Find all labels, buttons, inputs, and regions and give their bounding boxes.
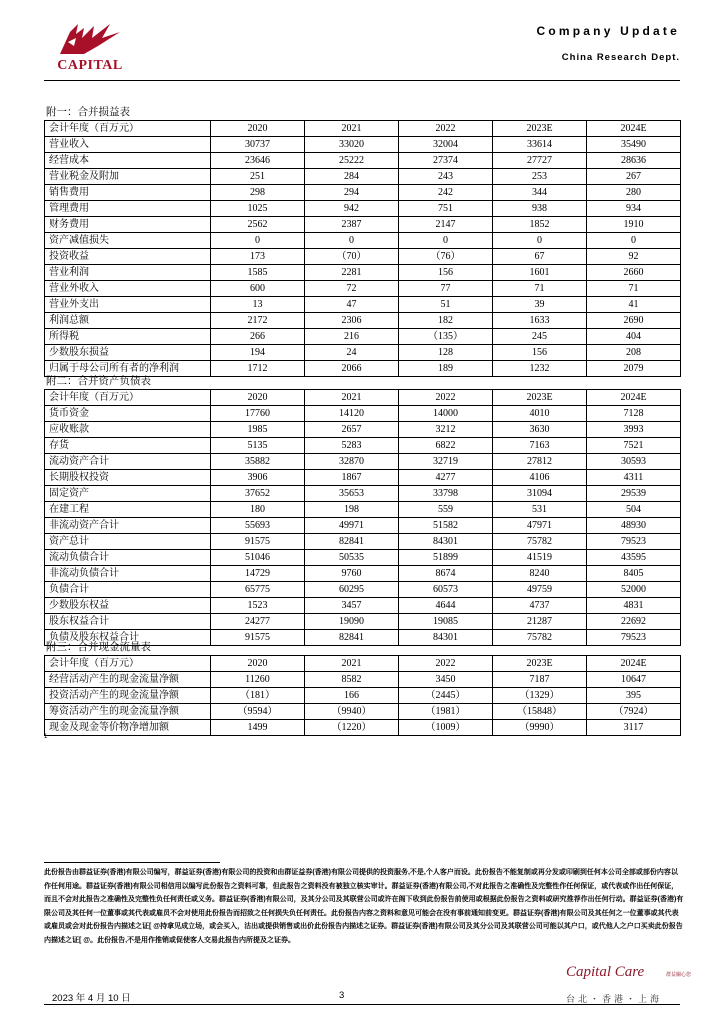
table-row — [45, 329, 681, 345]
row-label-cell: 少数股东损益 — [45, 345, 211, 361]
income-statement-section — [44, 106, 680, 377]
value-cell: 0 — [493, 233, 587, 249]
value-cell: 47 — [305, 297, 399, 313]
value-cell: 942 — [305, 201, 399, 217]
value-cell: 166 — [305, 688, 399, 704]
row-label-cell: 营业利润 — [45, 265, 211, 281]
footnote-marker: 1 — [44, 734, 48, 740]
department-label: China Research Dept. — [561, 52, 680, 63]
row-label-cell: 资产总计 — [45, 534, 211, 550]
value-cell: 39 — [493, 297, 587, 313]
value-cell: 32719 — [399, 454, 493, 470]
table-row — [45, 672, 681, 688]
value-cell: 5283 — [305, 438, 399, 454]
value-cell: 245 — [493, 329, 587, 345]
value-cell: 4106 — [493, 470, 587, 486]
report-type-title: Company Update — [536, 24, 680, 38]
value-cell: 82841 — [305, 534, 399, 550]
header-label-cell: 会计年度（百万元） — [45, 121, 211, 137]
value-cell: 934 — [587, 201, 681, 217]
value-cell: 1499 — [211, 720, 305, 736]
value-cell: 3993 — [587, 422, 681, 438]
row-label-cell: 营业外支出 — [45, 297, 211, 313]
value-cell: 251 — [211, 169, 305, 185]
row-label-cell: 营业外收入 — [45, 281, 211, 297]
value-cell: 0 — [399, 233, 493, 249]
value-cell: 2079 — [587, 361, 681, 377]
value-cell: 9760 — [305, 566, 399, 582]
value-cell: 35882 — [211, 454, 305, 470]
value-cell: 194 — [211, 345, 305, 361]
row-label-cell: 流动资产合计 — [45, 454, 211, 470]
income-statement-table — [44, 120, 681, 377]
value-cell: 208 — [587, 345, 681, 361]
value-cell: 14729 — [211, 566, 305, 582]
report-date: 2023 年 4 月 10 日 — [52, 993, 131, 1004]
value-cell: 79523 — [587, 630, 681, 646]
value-cell: 33614 — [493, 137, 587, 153]
value-cell: 0 — [305, 233, 399, 249]
logo-text: CAPITAL — [57, 58, 123, 73]
value-cell: 51899 — [399, 550, 493, 566]
value-cell: 7187 — [493, 672, 587, 688]
value-cell: （7924） — [587, 704, 681, 720]
capital-care-name: Capital Care — [566, 964, 645, 980]
row-label-cell: 股东权益合计 — [45, 614, 211, 630]
value-cell: （135） — [399, 329, 493, 345]
value-cell: 404 — [587, 329, 681, 345]
value-cell: 14120 — [305, 406, 399, 422]
row-label-cell: 存货 — [45, 438, 211, 454]
table-row — [45, 582, 681, 598]
value-cell: 79523 — [587, 534, 681, 550]
year-header-cell: 2022 — [399, 390, 493, 406]
value-cell: 17760 — [211, 406, 305, 422]
value-cell: 75782 — [493, 630, 587, 646]
table-row — [45, 438, 681, 454]
table-row — [45, 704, 681, 720]
capital-logo — [44, 20, 136, 76]
value-cell: 41519 — [493, 550, 587, 566]
value-cell: 65775 — [211, 582, 305, 598]
year-header-cell: 2020 — [211, 656, 305, 672]
value-cell: 344 — [493, 185, 587, 201]
row-label-cell: 负债及股东权益合计 — [45, 630, 211, 646]
year-header-cell: 2023E — [493, 390, 587, 406]
value-cell: 1633 — [493, 313, 587, 329]
row-label-cell: 非流动负债合计 — [45, 566, 211, 582]
income-statement-title: 附一：合并损益表 — [46, 107, 130, 118]
row-label-cell: 固定资产 — [45, 486, 211, 502]
disclaimer-text: 此份报告由群益证券(香港)有限公司编写，群益证券(香港)有限公司的投资和由群证益券(香港)有限公司提供的投资服务,不是,个人客户而设。此份报告不能复制或再分发或印刷到任何本公司全部或部份内容以作任何用途。群益证券(香港)有限公司相信用以编写此份报告之资料可靠，但此报告之资料没有被独立核实审计。群益证券(香港)有限公司,不对此报告之准确性及完整性作任何保证，或代表或作出任何保证，而且不会对此报告之准确性及完整性负任何责任或义务。群益证券(香港)有限公司，及其分公司及其联营公司或许在阁下收到此份报告前使用或根据此份报告之资料或研究推荐作出任何行动。群益证券(香港)有限公司及其任何一位董事或其代表或雇员不会对使用此份报告而招致之任何损失负任何责任。此份报告内容之资料和意见可能会在没有事前通知前变更。群益证券(香港)有限公司及其任何之一位董事或其代表或雇员或会对此份报告内描述之证[ @持拿见成立场，或会买入，沽出或提供销售或出价此份报告内描述之证券。群益证券(香港)有限公司及其分公司及其联营公司可能以其户口，或代他人之户口买卖此份报告内描述之证[ @。此份报告,不是用作推销或促使客人交易此报告内所提及之证券。 — [44, 869, 684, 944]
row-label-cell: 应收账款 — [45, 422, 211, 438]
year-header-cell: 2023E — [493, 121, 587, 137]
header-label-cell: 会计年度（百万元） — [45, 656, 211, 672]
value-cell: 13 — [211, 297, 305, 313]
value-cell: 243 — [399, 169, 493, 185]
value-cell: 4311 — [587, 470, 681, 486]
row-label-cell: 投资活动产生的现金流量净额 — [45, 688, 211, 704]
value-cell: 2387 — [305, 217, 399, 233]
value-cell: 5135 — [211, 438, 305, 454]
value-cell: 180 — [211, 502, 305, 518]
row-label-cell: 现金及现金等价物净增加额 — [45, 720, 211, 736]
value-cell: 280 — [587, 185, 681, 201]
value-cell: 84301 — [399, 534, 493, 550]
row-label-cell: 筹资活动产生的现金流量净额 — [45, 704, 211, 720]
value-cell: 173 — [211, 249, 305, 265]
table-row — [45, 313, 681, 329]
value-cell: 4831 — [587, 598, 681, 614]
value-cell: 51582 — [399, 518, 493, 534]
office-cities: 台北・香港・上海 — [566, 994, 663, 1004]
value-cell: 11260 — [211, 672, 305, 688]
value-cell: 55693 — [211, 518, 305, 534]
value-cell: 47971 — [493, 518, 587, 534]
value-cell: 71 — [587, 281, 681, 297]
value-cell: 14000 — [399, 406, 493, 422]
value-cell: 2172 — [211, 313, 305, 329]
value-cell: 33020 — [305, 137, 399, 153]
table-row — [45, 233, 681, 249]
row-label-cell: 负债合计 — [45, 582, 211, 598]
value-cell: 48930 — [587, 518, 681, 534]
table-row — [45, 720, 681, 736]
table-header-row — [45, 121, 681, 137]
value-cell: 27374 — [399, 153, 493, 169]
table-row — [45, 265, 681, 281]
value-cell: 8405 — [587, 566, 681, 582]
value-cell: （70） — [305, 249, 399, 265]
value-cell: 4010 — [493, 406, 587, 422]
value-cell: 82841 — [305, 630, 399, 646]
table-header-row — [45, 656, 681, 672]
value-cell: （1981） — [399, 704, 493, 720]
value-cell: 60573 — [399, 582, 493, 598]
value-cell: 31094 — [493, 486, 587, 502]
value-cell: 6822 — [399, 438, 493, 454]
value-cell: （9940） — [305, 704, 399, 720]
balance-sheet-table — [44, 389, 681, 646]
balance-sheet-section — [44, 375, 680, 646]
value-cell: 2066 — [305, 361, 399, 377]
value-cell: 3450 — [399, 672, 493, 688]
table-row — [45, 281, 681, 297]
cashflow-section — [44, 641, 680, 736]
value-cell: 4737 — [493, 598, 587, 614]
value-cell: 24 — [305, 345, 399, 361]
value-cell: 72 — [305, 281, 399, 297]
row-label-cell: 投资收益 — [45, 249, 211, 265]
value-cell: 1867 — [305, 470, 399, 486]
row-label-cell: 管理费用 — [45, 201, 211, 217]
value-cell: 10647 — [587, 672, 681, 688]
value-cell: 242 — [399, 185, 493, 201]
table-row — [45, 345, 681, 361]
year-header-cell: 2020 — [211, 121, 305, 137]
value-cell: 0 — [211, 233, 305, 249]
value-cell: 189 — [399, 361, 493, 377]
value-cell: 3906 — [211, 470, 305, 486]
value-cell: 35653 — [305, 486, 399, 502]
row-label-cell: 归属于母公司所有者的净利润 — [45, 361, 211, 377]
value-cell: 51046 — [211, 550, 305, 566]
value-cell: 1585 — [211, 265, 305, 281]
value-cell: 3117 — [587, 720, 681, 736]
table-row — [45, 534, 681, 550]
row-label-cell: 资产减值损失 — [45, 233, 211, 249]
value-cell: 28636 — [587, 153, 681, 169]
cashflow-table — [44, 655, 681, 736]
row-label-cell: 经营活动产生的现金流量净额 — [45, 672, 211, 688]
year-header-cell: 2023E — [493, 656, 587, 672]
footer-divider — [44, 1004, 680, 1005]
value-cell: 37652 — [211, 486, 305, 502]
value-cell: 395 — [587, 688, 681, 704]
table-row — [45, 470, 681, 486]
value-cell: 8582 — [305, 672, 399, 688]
value-cell: （76） — [399, 249, 493, 265]
value-cell: 71 — [493, 281, 587, 297]
value-cell: 49759 — [493, 582, 587, 598]
year-header-cell: 2021 — [305, 656, 399, 672]
table-row — [45, 598, 681, 614]
value-cell: 7163 — [493, 438, 587, 454]
year-header-cell: 2022 — [399, 656, 493, 672]
value-cell: 33798 — [399, 486, 493, 502]
value-cell: 4277 — [399, 470, 493, 486]
value-cell: 156 — [493, 345, 587, 361]
year-header-cell: 2024E — [587, 121, 681, 137]
row-label-cell: 营业税金及附加 — [45, 169, 211, 185]
value-cell: （1009） — [399, 720, 493, 736]
value-cell: 51 — [399, 297, 493, 313]
value-cell: 1601 — [493, 265, 587, 281]
value-cell: 2281 — [305, 265, 399, 281]
table-row — [45, 137, 681, 153]
table-row — [45, 185, 681, 201]
value-cell: 50535 — [305, 550, 399, 566]
value-cell: （9990） — [493, 720, 587, 736]
value-cell: （2445） — [399, 688, 493, 704]
value-cell: 3212 — [399, 422, 493, 438]
value-cell: 2690 — [587, 313, 681, 329]
row-label-cell: 流动负债合计 — [45, 550, 211, 566]
value-cell: 751 — [399, 201, 493, 217]
value-cell: 1852 — [493, 217, 587, 233]
value-cell: 1712 — [211, 361, 305, 377]
row-label-cell: 财务费用 — [45, 217, 211, 233]
value-cell: 128 — [399, 345, 493, 361]
value-cell: 2660 — [587, 265, 681, 281]
year-header-cell: 2024E — [587, 656, 681, 672]
value-cell: 19090 — [305, 614, 399, 630]
table-row — [45, 566, 681, 582]
value-cell: 22692 — [587, 614, 681, 630]
value-cell: 1025 — [211, 201, 305, 217]
value-cell: （9594） — [211, 704, 305, 720]
table-row — [45, 454, 681, 470]
value-cell: 294 — [305, 185, 399, 201]
value-cell: 7128 — [587, 406, 681, 422]
value-cell: 67 — [493, 249, 587, 265]
table-row — [45, 614, 681, 630]
value-cell: 35490 — [587, 137, 681, 153]
value-cell: 1523 — [211, 598, 305, 614]
row-label-cell: 经营成本 — [45, 153, 211, 169]
value-cell: 284 — [305, 169, 399, 185]
value-cell: 559 — [399, 502, 493, 518]
value-cell: 2562 — [211, 217, 305, 233]
footnote-divider — [44, 862, 220, 863]
row-label-cell: 货币资金 — [45, 406, 211, 422]
value-cell: 198 — [305, 502, 399, 518]
table-row — [45, 406, 681, 422]
value-cell: （1220） — [305, 720, 399, 736]
value-cell: 23646 — [211, 153, 305, 169]
table-row — [45, 688, 681, 704]
table-row — [45, 201, 681, 217]
year-header-cell: 2020 — [211, 390, 305, 406]
value-cell: 156 — [399, 265, 493, 281]
value-cell: 4644 — [399, 598, 493, 614]
value-cell: 0 — [587, 233, 681, 249]
value-cell: 24277 — [211, 614, 305, 630]
header-label-cell: 会计年度（百万元） — [45, 390, 211, 406]
value-cell: 1985 — [211, 422, 305, 438]
value-cell: 25222 — [305, 153, 399, 169]
table-row — [45, 486, 681, 502]
value-cell: 91575 — [211, 534, 305, 550]
value-cell: 7521 — [587, 438, 681, 454]
row-label-cell: 少数股东权益 — [45, 598, 211, 614]
value-cell: 92 — [587, 249, 681, 265]
value-cell: 1910 — [587, 217, 681, 233]
row-label-cell: 营业收入 — [45, 137, 211, 153]
cashflow-title: 附三：合并现金流量表 — [46, 642, 151, 653]
row-label-cell: 销售费用 — [45, 185, 211, 201]
value-cell: 298 — [211, 185, 305, 201]
capital-logo-icon — [54, 20, 126, 56]
value-cell: 32870 — [305, 454, 399, 470]
value-cell: 2147 — [399, 217, 493, 233]
value-cell: 75782 — [493, 534, 587, 550]
value-cell: 30593 — [587, 454, 681, 470]
value-cell: 77 — [399, 281, 493, 297]
value-cell: 27812 — [493, 454, 587, 470]
value-cell: （181） — [211, 688, 305, 704]
value-cell: 60295 — [305, 582, 399, 598]
value-cell: 600 — [211, 281, 305, 297]
page-number: 3 — [339, 990, 345, 1001]
value-cell: 84301 — [399, 630, 493, 646]
value-cell: 32004 — [399, 137, 493, 153]
value-cell: 30737 — [211, 137, 305, 153]
year-header-cell: 2021 — [305, 121, 399, 137]
capital-care-slogan: 群益關心您 — [666, 972, 692, 978]
value-cell: 49971 — [305, 518, 399, 534]
value-cell: 3457 — [305, 598, 399, 614]
year-header-cell: 2021 — [305, 390, 399, 406]
table-row — [45, 249, 681, 265]
year-header-cell: 2024E — [587, 390, 681, 406]
table-row — [45, 297, 681, 313]
value-cell: 938 — [493, 201, 587, 217]
value-cell: 182 — [399, 313, 493, 329]
table-row — [45, 153, 681, 169]
row-label-cell: 非流动资产合计 — [45, 518, 211, 534]
value-cell: 8674 — [399, 566, 493, 582]
value-cell: 43595 — [587, 550, 681, 566]
value-cell: 2306 — [305, 313, 399, 329]
row-label-cell: 在建工程 — [45, 502, 211, 518]
value-cell: 19085 — [399, 614, 493, 630]
capital-care-logo — [566, 962, 692, 1004]
table-row — [45, 169, 681, 185]
table-row — [45, 422, 681, 438]
table-header-row — [45, 390, 681, 406]
value-cell: 216 — [305, 329, 399, 345]
row-label-cell: 利润总额 — [45, 313, 211, 329]
value-cell: 504 — [587, 502, 681, 518]
value-cell: 266 — [211, 329, 305, 345]
value-cell: 531 — [493, 502, 587, 518]
value-cell: 1232 — [493, 361, 587, 377]
value-cell: 29539 — [587, 486, 681, 502]
row-label-cell: 长期股权投资 — [45, 470, 211, 486]
table-row — [45, 518, 681, 534]
header-divider — [44, 80, 680, 81]
value-cell: （15848） — [493, 704, 587, 720]
balance-sheet-title: 附二：合并资产负债表 — [46, 376, 151, 387]
value-cell: 3630 — [493, 422, 587, 438]
value-cell: 52000 — [587, 582, 681, 598]
value-cell: 21287 — [493, 614, 587, 630]
value-cell: 267 — [587, 169, 681, 185]
table-row — [45, 502, 681, 518]
year-header-cell: 2022 — [399, 121, 493, 137]
table-row — [45, 217, 681, 233]
value-cell: 2657 — [305, 422, 399, 438]
value-cell: 8240 — [493, 566, 587, 582]
table-row — [45, 550, 681, 566]
value-cell: 41 — [587, 297, 681, 313]
value-cell: 253 — [493, 169, 587, 185]
value-cell: （1329） — [493, 688, 587, 704]
value-cell: 27727 — [493, 153, 587, 169]
row-label-cell: 所得税 — [45, 329, 211, 345]
value-cell: 91575 — [211, 630, 305, 646]
